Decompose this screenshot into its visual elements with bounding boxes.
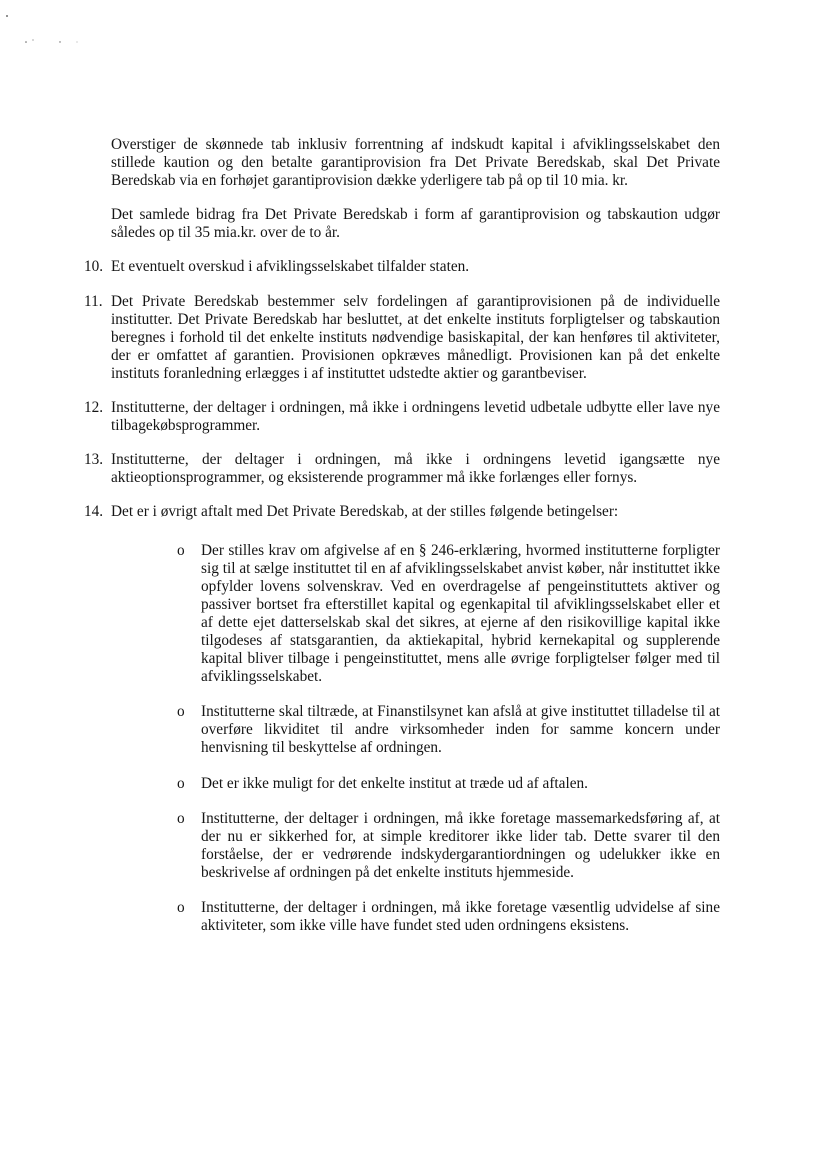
scan-specks bbox=[0, 0, 120, 60]
item-text: Institutterne, der deltager i ordningen, må ikke i ordningens levetid igangsætte nye aktieoptionsprogrammer, og eksisterende programmer må ikke forlænges eller fornys. bbox=[111, 451, 720, 487]
item-text: Det er i øvrigt aftalt med Det Private Beredskab, at der stilles følgende betingelser: bbox=[111, 503, 619, 521]
item-number: 12. bbox=[84, 399, 104, 417]
condition-text: Institutterne, der deltager i ordningen, må ikke foretage væsentlig udvidelse af sine aktiviteter, som ikke ville have fundet sted uden ordningens eksistens. bbox=[201, 899, 720, 935]
condition-item bbox=[177, 703, 720, 757]
bullet-marker: o bbox=[177, 703, 185, 721]
item-text: Institutterne, der deltager i ordningen, må ikke i ordningens levetid udbetale udbytte eller lave nye tilbagekøbsprogrammer. bbox=[111, 399, 720, 435]
bullet-marker: o bbox=[177, 899, 185, 916]
numbered-item-10 bbox=[84, 258, 720, 276]
item-number: 13. bbox=[84, 451, 104, 469]
item-text: Det Private Beredskab bestemmer selv fordelingen af garantiprovisionen på de individuelle institutter. Det Private Beredskab har besluttet, at det enkelte instituts forpligtelser og tabskaution beregnes i forhold til det enkelte instituts nødvendige basiskapital, der kan henføres til aktiviteter, der er omfattet af garantien. Provisionen opkræves månedligt. Provisionen kan på det enkelte instituts foranledning erlægges i af instituttet udstedte aktier og garantbeviser. bbox=[111, 292, 720, 382]
item-text: Et eventuelt overskud i afviklingsselskabet tilfalder staten. bbox=[111, 258, 470, 276]
paragraph: Det samlede bidrag fra Det Private Beredskab i form af garantiprovision og tabskaution udgør således op til 35 mia.kr. over de to år. bbox=[111, 206, 720, 242]
condition-text: Institutterne skal tiltræde, at Finanstilsynet kan afslå at give instituttet tilladelse til at overføre likviditet til andre virksomheder inden for samme koncern under henvisning til beskyttelse af ordningen. bbox=[201, 703, 720, 757]
bullet-marker: o bbox=[177, 774, 185, 792]
paragraph: Overstiger de skønnede tab inklusiv forrentning af indskudt kapital i afviklingsselskabet den stillede kaution og den betalte garantiprovision fra Det Private Beredskab, skal Det Private Beredskab via en forhøjet garantiprovision dække yderligere tab på op til 10 mia. kr. bbox=[111, 136, 720, 190]
condition-item bbox=[177, 542, 720, 687]
numbered-item-14 bbox=[84, 503, 720, 935]
item-number: 10. bbox=[84, 258, 104, 276]
item-number: 11. bbox=[84, 292, 103, 310]
numbered-item-12 bbox=[84, 399, 720, 435]
condition-text: Institutterne, der deltager i ordningen, må ikke foretage massemarkedsføring af, at der nu er sikkerhed for, at simple kreditorer ikke lider tab. Dette svarer til den forståelse, der er vedrørende indskydergarantiordningen og udelukker ikke en beskrivelse af ordningen på det enkelte instituts hjemmeside. bbox=[201, 809, 720, 881]
condition-text: Det er ikke muligt for det enkelte institut at træde ud af aftalen. bbox=[201, 774, 588, 792]
item-number: 14. bbox=[84, 503, 104, 521]
numbered-item-11 bbox=[84, 293, 720, 383]
bullet-marker: o bbox=[177, 541, 185, 559]
bullet-marker: o bbox=[177, 809, 185, 827]
numbered-item-13 bbox=[84, 451, 720, 487]
condition-item bbox=[177, 775, 720, 793]
condition-list bbox=[111, 542, 720, 936]
condition-text: Der stilles krav om afgivelse af en § 246-erklæring, hvormed institutterne forpligter sig til at sælge instituttet til en af afviklingsselskabet anvist køber, når instituttet ikke opfylder lovens solvenskrav. Ved en overdragelse af pengeinstituttets aktiver og passiver bortset fra efterstillet kapital og egenkapital til afviklingsselskabet eller et af dette ejet datterselskab skal det sikres, at ejerne af den risikovillige kapital ikke tilgodeses af statsgarantien, da aktiekapital, hybrid kernekapital og supplerende kapital bliver tilbage i pengeinstituttet, mens alle øvrige forpligtelser følger med til afviklingsselskabet. bbox=[201, 541, 720, 686]
condition-item bbox=[177, 899, 720, 935]
document-body bbox=[84, 136, 720, 952]
condition-item bbox=[177, 810, 720, 882]
